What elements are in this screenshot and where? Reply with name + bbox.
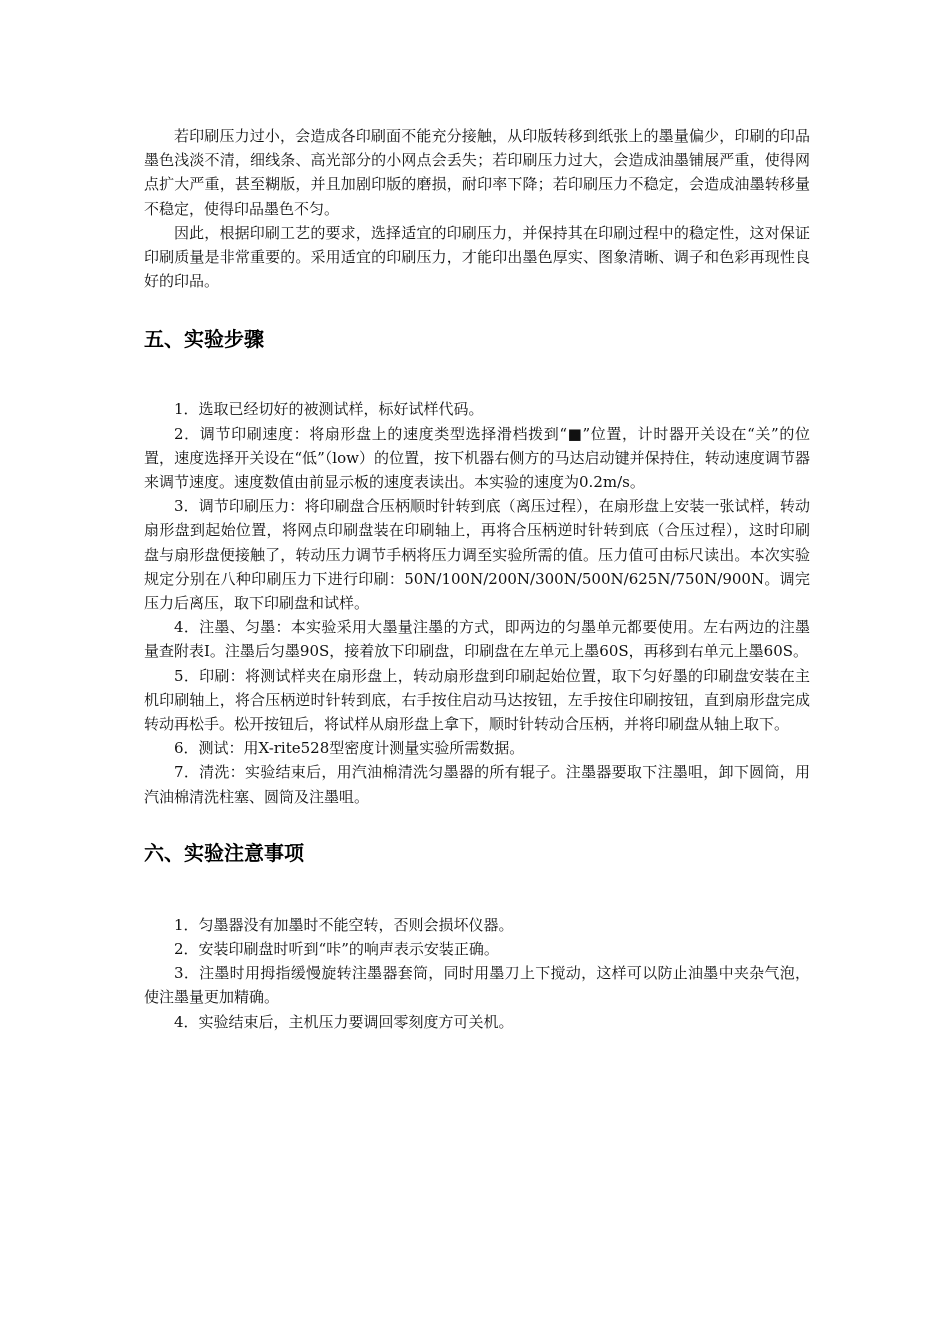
caution-3: 3．注墨时用拇指缓慢旋转注墨器套筒，同时用墨刀上下搅动，这样可以防止油墨中夹杂气泡，使注墨量更加精确。 <box>144 964 810 1007</box>
caution-2: 2．安装印刷盘时听到“咔”的响声表示安装正确。 <box>174 940 499 959</box>
step-5: 5．印刷：将测试样夹在扇形盘上，转动扇形盘到印刷起始位置，取下匀好墨的印刷盘安装在主机印刷轴上，将合压柄逆时针转到底，右手按住启动马达按钮，左手按住印刷按钮，直到扇形盘完成转动再松手。松开按钮后，将试样从扇形盘上拿下，顺时针转动合压柄，并将印刷盘从轴上取下。 <box>144 666 810 734</box>
step-6: 6．测试：用X-rite528型密度计测量实验所需数据。 <box>174 739 525 758</box>
document-page <box>144 124 810 1034</box>
section-6-heading: 六、实验注意事项 <box>144 840 304 865</box>
step-3: 3．调节印刷压力：将印刷盘合压柄顺时针转到底（离压过程），在扇形盘上安装一张试样，转动扇形盘到起始位置，将网点印刷盘装在印刷轴上，再将合压柄逆时针转到底（合压过程），这时印刷盘与扇形盘便接触了，转动压力调节手柄将压力调至实验所需的值。压力值可由标尺读出。本次实验规定分别在八种印刷压力下进行印刷：50N/100N/200N/300N/500N/625N/750N/900N。调完压力后离压，取下印刷盘和试样。 <box>144 497 810 613</box>
intro-paragraph-1: 若印刷压力过小，会造成各印刷面不能充分接触，从印版转移到纸张上的墨量偏少，印刷的印品墨色浅淡不清，细线条、高光部分的小网点会丢失；若印刷压力过大，会造成油墨铺展严重，使得网点扩大严重，甚至糊版，并且加剧印版的磨损，耐印率下降；若印刷压力不稳定，会造成油墨转移量不稳定，使得印品墨色不匀。 <box>144 127 810 218</box>
step-2: 2．调节印刷速度：将扇形盘上的速度类型选择滑档拨到“■”位置，计时器开关设在“关”的位置，速度选择开关设在“低”（low）的位置，按下机器右侧方的马达启动键并保持住，转动速度调节器来调节速度。速度数值由前显示板的速度表读出。本实验的速度为0.2m/s。 <box>144 424 810 492</box>
caution-4: 4．实验结束后，主机压力要调回零刻度方可关机。 <box>174 1012 514 1031</box>
step-4: 4．注墨、匀墨：本实验采用大墨量注墨的方式，即两边的匀墨单元都要使用。左右两边的注墨量查附表Ⅰ。注墨后匀墨90S，接着放下印刷盘，印刷盘在左单元上墨60S，再移到右单元上墨60S。 <box>144 618 810 661</box>
intro-paragraph-2: 因此，根据印刷工艺的要求，选择适宜的印刷压力，并保持其在印刷过程中的稳定性，这对保证印刷质量是非常重要的。采用适宜的印刷压力，才能印出墨色厚实、图象清晰、调子和色彩再现性良好的印品。 <box>144 223 810 291</box>
step-1: 1．选取已经切好的被测试样，标好试样代码。 <box>174 400 484 419</box>
section-5-heading: 五、实验步骤 <box>144 327 264 352</box>
step-7: 7．清洗：实验结束后，用汽油棉清洗匀墨器的所有辊子。注墨器要取下注墨咀，卸下圆筒，用汽油棉清洗柱塞、圆筒及注墨咀。 <box>144 763 810 806</box>
caution-1: 1．匀墨器没有加墨时不能空转，否则会损坏仪器。 <box>174 915 514 934</box>
